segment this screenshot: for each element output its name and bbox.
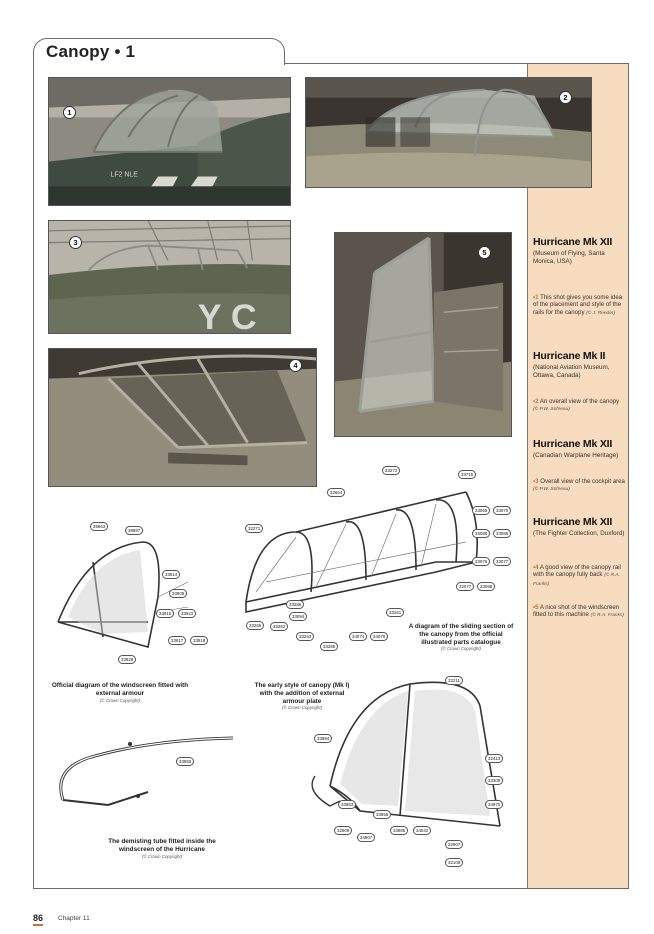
part-number: 33309 [485,776,503,785]
part-number: 34907 [357,833,375,842]
note-5 [533,604,625,620]
part-number: 32664 [327,488,345,497]
note-credit: (© R.A. Franks) [533,573,620,587]
part-number: 33905 [169,589,187,598]
part-number: 33088 [472,529,490,538]
caption-credit: (© Crown Copyright) [281,705,323,711]
part-number: 33917 [168,636,186,645]
note-text: This shot gives you some idea of the placement and style of the rails for the canopy [533,294,623,316]
part-number: 32907 [445,840,463,849]
note-number: •5 [533,604,539,611]
photo-1-registration: LF2 NLE [110,171,138,179]
part-number: 33069 [472,506,490,515]
part-number: 33955 [373,810,391,819]
part-number: 34079 [370,632,388,641]
note-text: A good view of the canopy rail with the canopy fully back [533,564,621,579]
photo-1-badge: 1 [63,106,76,119]
caption-credit: (© Crown Copyright) [440,646,482,652]
part-number: 33088 [477,582,495,591]
part-number: 33272 [382,466,400,475]
caption-text: The demisting tube fitted inside the windscreen of the Hurricane [108,838,216,853]
part-number: 33076 [472,557,490,566]
part-number: 32271 [245,524,263,533]
page-title: Canopy • 1 [46,42,136,61]
caption-location: (Canadian Warplane Heritage) [533,452,619,459]
part-number: 33263 [296,632,314,641]
part-number: 32909 [334,826,352,835]
note-text: An overall view of the canopy [539,398,620,405]
note-text: Overall view of the cockpit area [540,478,625,485]
part-number: 33070 [493,506,511,515]
note-4 [533,564,625,588]
note-number: •1 [533,294,539,301]
part-number: 39663 [90,522,108,531]
early-diagram-caption [252,682,352,711]
photo-5-badge: 5 [478,246,491,259]
caption-block-3 [533,438,625,460]
part-number: 33285 [320,642,338,651]
part-number: 33914 [162,570,180,579]
part-number: 33094 [289,612,307,621]
photo-3-badge: 3 [69,236,82,249]
part-number: 33265 [246,621,264,630]
part-number: 33950 [176,757,194,766]
part-number: 33953 [338,800,356,809]
photo-5 [334,232,512,437]
note-1 [533,294,625,317]
caption-location: (The Fighter Collection, Duxford) [533,530,625,537]
part-number: 33994 [314,734,332,743]
part-number: 33262 [270,622,288,631]
caption-credit: (© Crown Copyright) [141,853,183,859]
note-credit: (© P.W. Sofneau) [533,487,570,493]
caption-text: A diagram of the sliding section of the canopy from the official illustrated parts catalogue [408,623,514,646]
note-credit: (© J. Reeder) [586,310,616,316]
note-2 [533,398,625,414]
part-number: 33077 [493,557,511,566]
part-number: 32077 [456,582,474,591]
photo-4-badge: 4 [289,359,302,372]
caption-heading: Hurricane Mk II [533,350,606,362]
part-number: 33918 [190,636,208,645]
caption-text: The early style of canopy (Mk I) with the addition of external armour plate [254,682,350,705]
caption-heading: Hurricane Mk XII [533,516,613,528]
caption-text: Official diagram of the windscreen fitted with external armour [51,682,189,697]
caption-heading: Hurricane Mk XII [533,438,613,450]
note-credit: (© R.A. Franks) [590,613,624,619]
part-number: 33923 [178,609,196,618]
sliding-diagram-caption [405,623,517,652]
page-number: 86 [33,913,43,926]
part-number: 34042 [413,826,431,835]
part-number: 33086 [493,529,511,538]
demisting-tube-diagram [48,730,238,810]
caption-block-4 [533,516,625,538]
part-number: 32413 [485,754,503,763]
caption-location: (Museum of Flying, Santa Monica, USA) [533,250,605,265]
photo-1 [48,77,291,206]
note-3 [533,478,625,494]
part-number: 33985 [390,826,408,835]
caption-heading: Hurricane Mk XII [533,236,613,248]
part-number: 34074 [349,632,367,641]
photo-3 [48,220,291,334]
part-number: 39897 [125,526,143,535]
note-number: •4 [533,564,539,571]
caption-block-1 [533,236,625,265]
photo-3-letters: Y C [197,297,257,333]
note-number: •2 [533,398,539,405]
caption-block-2 [533,350,625,379]
title-tab [33,38,285,65]
demisting-diagram-caption [98,838,226,860]
part-number: 33916 [156,609,174,618]
windscreen-diagram-caption [50,682,190,704]
chapter-label: Chapter 11 [58,915,90,922]
part-number: 32109 [445,858,463,867]
photo-2-badge: 2 [559,91,572,104]
part-number: 33286 [286,600,304,609]
part-number: 33715 [458,470,476,479]
caption-location: (National Aviation Museum, Ottawa, Canada) [533,364,610,379]
note-credit: (© P.W. Sofneau) [533,407,570,413]
part-number: 34970 [485,800,503,809]
part-number: 33928 [118,655,136,664]
note-number: •3 [533,478,539,485]
caption-credit: (© Crown Copyright) [99,697,141,703]
part-number: 33261 [386,608,404,617]
note-text: A nice shot of the windscreen fitted to this machine [533,604,620,619]
part-number: 32211 [445,676,463,685]
photo-2 [305,77,592,188]
